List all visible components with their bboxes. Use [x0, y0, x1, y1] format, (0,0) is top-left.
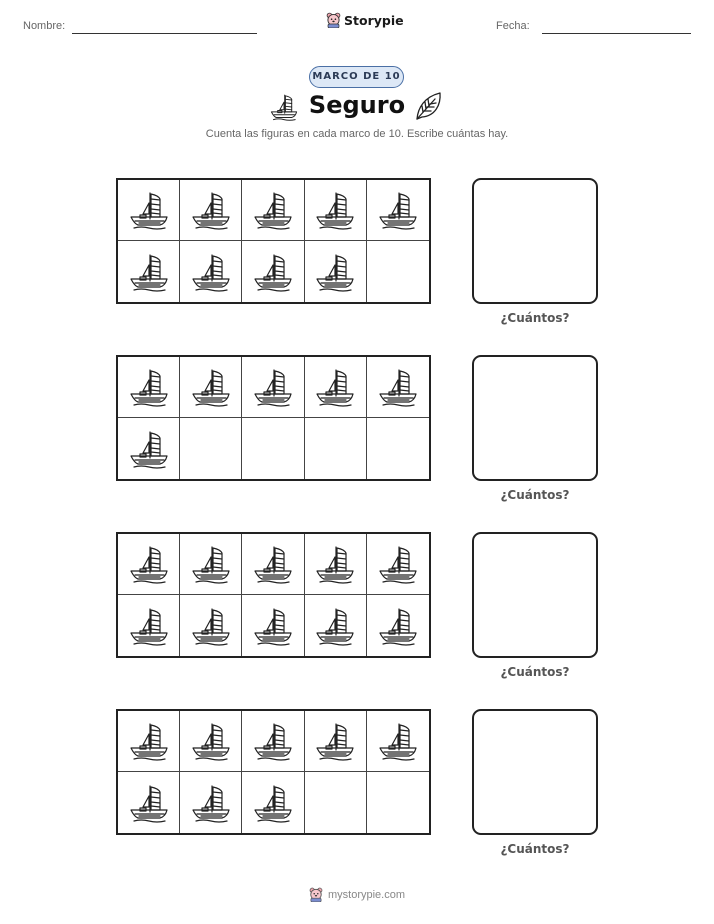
bear-mascot-icon	[309, 887, 323, 902]
sailing-ship-icon	[315, 544, 355, 584]
sailing-ship-icon	[191, 367, 231, 407]
frame-cell	[242, 241, 304, 302]
frame-cell	[305, 357, 367, 418]
frame-cell	[118, 180, 180, 241]
frame-cell	[367, 180, 429, 241]
footer	[0, 887, 714, 902]
sailing-ship-icon	[253, 783, 293, 823]
frame-cell	[180, 241, 242, 302]
answer-box-2[interactable]	[472, 355, 598, 481]
sailing-ship-icon	[253, 367, 293, 407]
frame-cell	[367, 711, 429, 772]
sailing-ship-icon	[129, 190, 169, 230]
answer-box-1[interactable]	[472, 178, 598, 304]
sailing-ship-icon	[378, 606, 418, 646]
frame-cell	[367, 534, 429, 595]
frame-cell	[367, 357, 429, 418]
sailing-ship-icon	[378, 721, 418, 761]
answer-label-2: ¿Cuántos?	[500, 488, 570, 502]
frame-cell	[305, 534, 367, 595]
ten-frame-1	[116, 178, 431, 304]
frame-cell	[118, 595, 180, 656]
frame-cell	[242, 595, 304, 656]
sailing-ship-icon	[191, 606, 231, 646]
sailing-ship-icon	[129, 783, 169, 823]
answer-label-3: ¿Cuántos?	[500, 665, 570, 679]
ten-frame-3	[116, 532, 431, 658]
frame-cell	[305, 418, 367, 479]
frame-cell	[180, 418, 242, 479]
frame-cell	[118, 418, 180, 479]
sailing-ship-icon	[315, 721, 355, 761]
name-label: Nombre:	[23, 20, 66, 32]
sailing-ship-icon	[129, 367, 169, 407]
frame-cell	[242, 418, 304, 479]
sailing-ship-icon	[378, 190, 418, 230]
frame-cell	[180, 357, 242, 418]
leaf-icon	[414, 90, 444, 122]
answer-box-3[interactable]	[472, 532, 598, 658]
frame-cell	[305, 711, 367, 772]
sailing-ship-icon	[315, 190, 355, 230]
sailing-ship-icon	[253, 190, 293, 230]
page-title: Seguro	[308, 91, 406, 119]
frame-cell	[305, 180, 367, 241]
footer-url[interactable]: mystorypie.com	[327, 888, 406, 901]
frame-cell	[242, 180, 304, 241]
answer-label-4: ¿Cuántos?	[500, 842, 570, 856]
frame-cell	[367, 772, 429, 833]
frame-cell	[242, 772, 304, 833]
sailing-ship-icon	[315, 367, 355, 407]
sailing-ship-icon	[253, 544, 293, 584]
sailing-ship-icon	[191, 783, 231, 823]
brand-name: Storypie	[344, 12, 404, 28]
sailing-ship-icon	[129, 429, 169, 469]
date-line[interactable]	[542, 33, 691, 34]
frame-cell	[242, 357, 304, 418]
ten-frame-4	[116, 709, 431, 835]
sailing-ship-icon	[129, 544, 169, 584]
frame-cell	[180, 772, 242, 833]
sailing-ship-icon	[378, 367, 418, 407]
frame-cell	[118, 772, 180, 833]
sailing-ship-icon	[253, 721, 293, 761]
sailing-ship-icon	[253, 252, 293, 292]
brand-logo	[326, 12, 404, 28]
ten-frame-2	[116, 355, 431, 481]
frame-cell	[305, 772, 367, 833]
frame-cell	[118, 711, 180, 772]
frame-cell	[305, 595, 367, 656]
bear-mascot-icon	[326, 12, 341, 28]
frame-cell	[180, 180, 242, 241]
sailing-ship-icon	[191, 252, 231, 292]
answer-box-4[interactable]	[472, 709, 598, 835]
instructions: Cuenta las figuras en cada marco de 10. Escribe cuántas hay.	[205, 128, 509, 140]
frame-cell	[305, 241, 367, 302]
frame-cell	[367, 418, 429, 479]
sailing-ship-icon	[129, 721, 169, 761]
frame-cell	[242, 534, 304, 595]
frame-cell	[118, 534, 180, 595]
sailing-ship-icon	[129, 252, 169, 292]
frame-cell	[367, 595, 429, 656]
sailing-ship-icon	[129, 606, 169, 646]
sailing-ship-icon	[315, 606, 355, 646]
frame-cell	[118, 241, 180, 302]
frame-cell	[367, 241, 429, 302]
sailing-ship-icon	[191, 544, 231, 584]
answer-label-1: ¿Cuántos?	[500, 311, 570, 325]
worksheet-type-badge: MARCO DE 10	[309, 66, 404, 88]
frame-cell	[242, 711, 304, 772]
sailing-ship-icon	[269, 93, 299, 121]
sailing-ship-icon	[315, 252, 355, 292]
date-label: Fecha:	[496, 20, 530, 32]
frame-cell	[180, 595, 242, 656]
name-line[interactable]	[72, 33, 257, 34]
sailing-ship-icon	[253, 606, 293, 646]
sailing-ship-icon	[191, 721, 231, 761]
sailing-ship-icon	[191, 190, 231, 230]
frame-cell	[180, 534, 242, 595]
sailing-ship-icon	[378, 544, 418, 584]
frame-cell	[180, 711, 242, 772]
frame-cell	[118, 357, 180, 418]
